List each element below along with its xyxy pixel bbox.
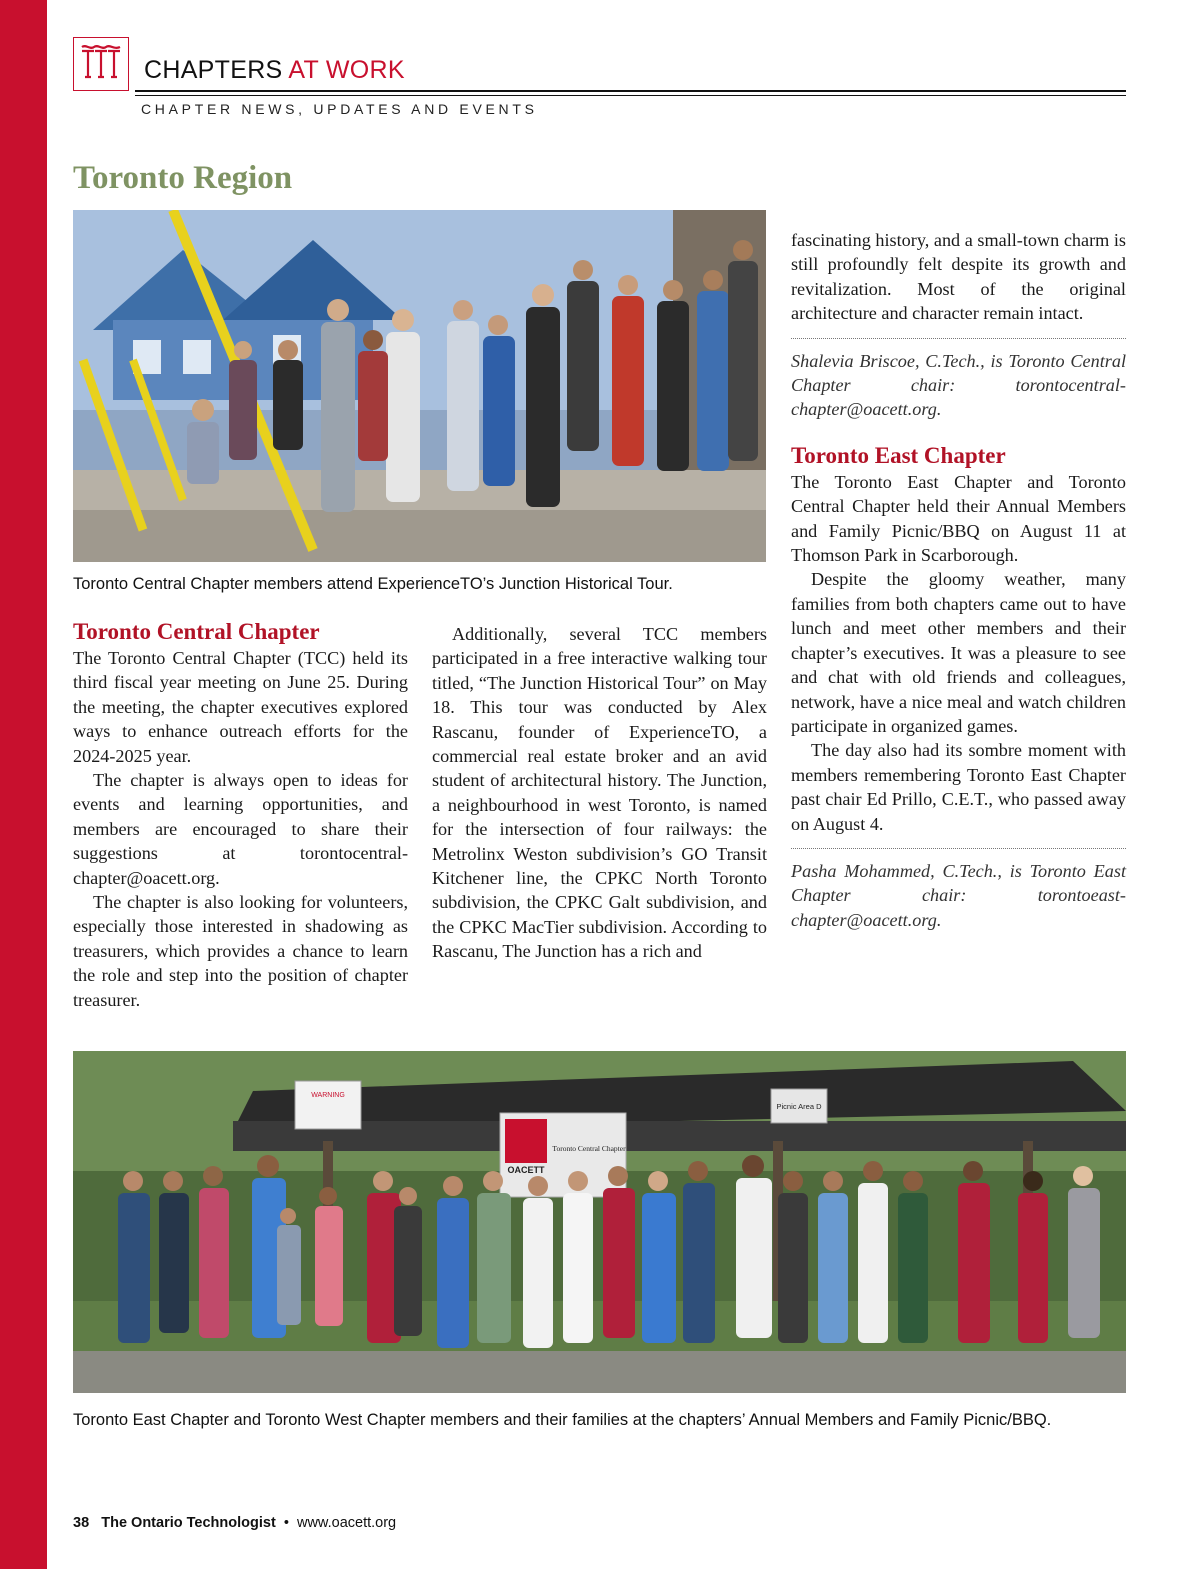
photo1-caption: Toronto Central Chapter members attend ExperienceTO’s Junction Historical Tour. [73, 575, 673, 593]
east-paragraph-3: The day also had its sombre moment with members remembering Toronto East Chapter past chair Ed Prillo, C.E.T., who passed away on August 4. [791, 740, 1126, 834]
footer-separator: • [283, 1515, 289, 1531]
junction-tour-photo [73, 210, 766, 562]
page-number: 38 [73, 1515, 90, 1531]
header-title-part2: AT WORK [288, 56, 405, 84]
east-paragraph-2: Despite the gloomy weather, many families from both chapters came out to have lunch and meet other members and their chapter’s executives. It was a pleasure to see and chat with old friends and colleagues, network, have a nice meal and watch children participate in organized games. [791, 569, 1126, 736]
website-link[interactable]: www.oacett.org [296, 1515, 397, 1531]
east-chapter-heading: Toronto East Chapter [791, 442, 1006, 468]
column-right [791, 228, 1126, 932]
central-paragraph-3: The chapter is also looking for volunteers, especially those interested in shadowing as treasurers, which provides a chance to learn the role and step into the position of chapter treasurer. [73, 892, 408, 1010]
central-chapter-heading: Toronto Central Chapter [73, 619, 320, 644]
left-red-bar [0, 0, 47, 1569]
east-paragraph-1: The Toronto East Chapter and Toronto Central Chapter held their Annual Members and Family Picnic/BBQ on August 11 at Thomson Park in Scarborough. [791, 471, 1126, 566]
column-left [73, 618, 408, 1012]
central-paragraph-1: The Toronto Central Chapter (TCC) held its third fiscal year meeting on June 25. During the meeting, the chapter executives explored ways to enhance outreach efforts for the 2024-2025 year. [73, 648, 408, 766]
header-rule-thin [135, 95, 1126, 96]
warning-sign-text: WARNING [311, 1092, 345, 1099]
byline-divider [791, 338, 1126, 339]
page-footer [73, 1515, 396, 1531]
central-paragraph-5: fascinating history, and a small-town charm is still profoundly felt despite its growth and revitalization. Most of the original architecture and character remain intact. [791, 230, 1126, 324]
byline-divider [791, 848, 1126, 849]
photo2-caption: Toronto East Chapter and Toronto West Chapter members and their families at the chapters’ Annual Members and Family Picnic/BBQ. [73, 1411, 1052, 1429]
publication-name: The Ontario Technologist [101, 1515, 276, 1531]
banner-brand-text: OACETT [507, 1165, 545, 1175]
section-header-title [144, 56, 405, 84]
picnic-group-photo [73, 1051, 1126, 1393]
east-byline: Pasha Mohammed, C.Tech., is Toronto East Chapter chair: torontoeast-chapter@oacett.org. [791, 860, 1126, 930]
header-title-part1: CHAPTERS [144, 56, 283, 84]
central-byline: Shalevia Briscoe, C.Tech., is Toronto Central Chapter chair: torontocentral-chapter@oacett.org. [791, 350, 1126, 420]
header-rule-thick [135, 90, 1126, 92]
central-paragraph-4: Additionally, several TCC members participated in a free interactive walking tour titled, “The Junction Historical Tour” on May 18. This tour was conducted by Alex Rascanu, founder of ExperienceTO, a commercial real estate broker and an avid student of architectural history. The Junction, a neighbourhood in west Toronto, is named for the intersection of four railways: the Metrolinx Weston subdivision’s GO Transit Kitchener line, the CPKC North Toronto subdivision, the CPKC Galt subdivision, and the CPKC MacTier subdivision. According to Rascanu, The Junction has a rich and [432, 624, 767, 962]
region-title: Toronto Region [73, 160, 293, 196]
picnic-area-sign-text: Picnic Area D [776, 1102, 822, 1111]
header-subtitle: CHAPTER NEWS, UPDATES AND EVENTS [141, 101, 538, 117]
ttt-logo-icon [73, 37, 129, 91]
banner-chapter-text: Toronto Central Chapter [552, 1144, 626, 1153]
column-middle [432, 622, 767, 964]
central-paragraph-2: The chapter is always open to ideas for events and learning opportunities, and members are encouraged to share their suggestions at torontocentral-chapter@oacett.org. [73, 770, 408, 888]
